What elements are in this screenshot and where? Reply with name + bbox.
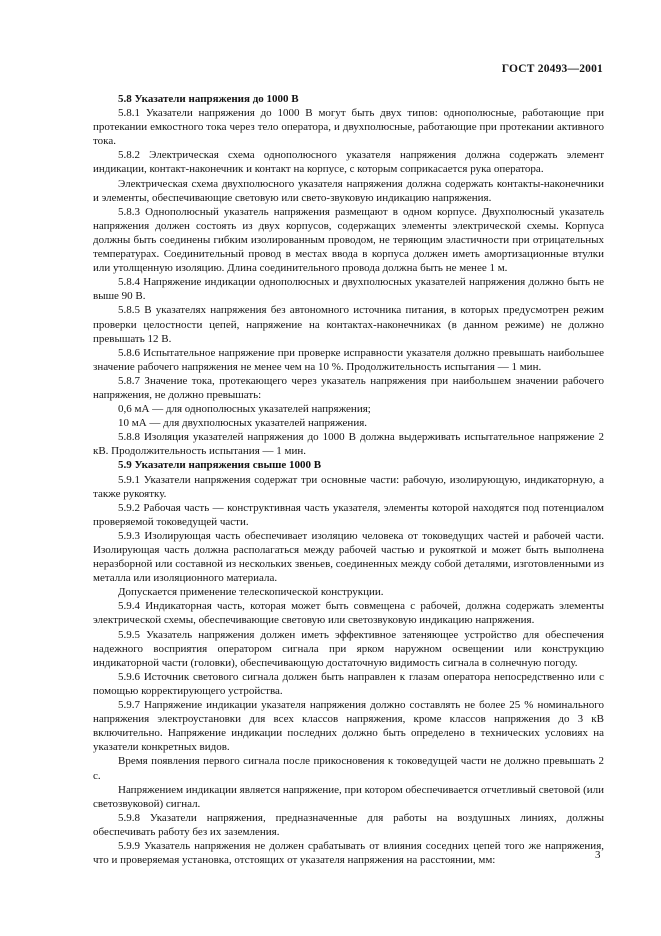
paragraph: Время появления первого сигнала после прикосновения к токоведущей части не должно превышать 2 с. bbox=[93, 755, 604, 782]
paragraph: 5.9.4 Индикаторная часть, которая может быть совмещена с рабочей, должна содержать элементы электрической схемы, обеспечивающие световую или светозвуковую индикацию напряжения. bbox=[93, 600, 604, 627]
paragraph: Напряжением индикации является напряжение, при котором обеспечивается отчетливый световой (или светозвуковой) сигнал. bbox=[93, 783, 604, 810]
paragraph: 5.9.2 Рабочая часть — конструктивная часть указателя, элементы которой находятся под потенциалом проверяемой токоведущей части. bbox=[93, 501, 604, 528]
document-body bbox=[93, 92, 604, 867]
paragraph: 5.9.9 Указатель напряжения не должен срабатывать от влияния соседних цепей того же напряжения, что и проверяемая установка, отстоящих от указателя напряжения на расстоянии, мм: bbox=[93, 839, 604, 867]
paragraph: 5.8.1 Указатели напряжения до 1000 В могут быть двух типов: однополюсные, работающие при протекании емкостного тока через тело оператора, и двухполюсные, работающие при протекании активного тока. bbox=[93, 107, 604, 148]
paragraph: 5.8.5 В указателях напряжения без автономного источника питания, в которых предусмотрен режим проверки целостности цепей, напряжение на контактах-наконечниках (в данном режиме) не должно превышать 12 В. bbox=[93, 304, 604, 345]
paragraph: 5.8.3 Однополюсный указатель напряжения размещают в одном корпусе. Двухполюсный указатель напряжения должен состоять из двух корпусов, содержащих элементы электрической схемы. Корпуса должны быть соединены гибким изолированным проводом, не теряющим эластичности при отрицательных температурах. Соединительный провод в местах ввода в корпуса должен иметь амортизационные втулки или утолщенную изоляцию. Длина соединительного провода должна быть не менее 1 м. bbox=[93, 205, 604, 275]
paragraph: Допускается применение телескопической конструкции. bbox=[118, 586, 384, 599]
list-item: 0,6 мА — для однополюсных указателей напряжения; bbox=[118, 403, 371, 416]
paragraph: 5.9.3 Изолирующая часть обеспечивает изоляцию человека от токоведущих частей и рабочей части. Изолирующая часть должна располагаться между рабочей частью и рукояткой и может быть выполнена неразборной или составной из нескольких звеньев, соединенных между собой деталями, изготовленными из металла или изоляционного материала. bbox=[93, 529, 604, 585]
paragraph: 5.8.7 Значение тока, протекающего через указатель напряжения при наибольшем значении рабочего напряжения, не должно превышать: bbox=[93, 374, 604, 401]
section-heading: 5.9 Указатели напряжения свыше 1000 В bbox=[118, 459, 322, 472]
paragraph: 5.8.6 Испытательное напряжение при проверке исправности указателя должно превышать наибольшее значение рабочего напряжения не менее чем на 10 %. Продолжительность испытания — 1 мин. bbox=[93, 346, 604, 373]
paragraph: 5.8.8 Изоляция указателей напряжения до 1000 В должна выдерживать испытательное напряжение 2 кВ. Продолжительность испытания — 1 мин. bbox=[93, 431, 604, 458]
paragraph: 5.9.7 Напряжение индикации указателя напряжения должно составлять не более 25 % номинального напряжения электроустановки для всех классов напряжения, кроме классов напряжения до 3 кВ включительно. Напряжение индикации последних должно быть определено в технических условиях на указатели конкретных видов. bbox=[93, 699, 604, 754]
paragraph: 5.9.6 Источник светового сигнала должен быть направлен к глазам оператора непосредственно или с помощью корректирующего устройства. bbox=[93, 670, 604, 697]
document-id-header: ГОСТ 20493—2001 bbox=[501, 63, 603, 75]
paragraph: 5.9.1 Указатели напряжения содержат три основные части: рабочую, изолирующую, индикаторную, а также рукоятку. bbox=[93, 473, 604, 500]
list-item: 10 мА — для двухполюсных указателей напряжения. bbox=[118, 417, 368, 430]
paragraph: 5.8.4 Напряжение индикации однополюсных и двухполюсных указателей напряжения должно быть не выше 90 В. bbox=[93, 276, 604, 303]
section-heading: 5.8 Указатели напряжения до 1000 В bbox=[118, 93, 299, 105]
page-number: 3 bbox=[595, 849, 601, 861]
paragraph: 5.8.2 Электрическая схема однополюсного указателя напряжения должна содержать элемент индикации, контакт-наконечник и контакт на корпусе, с которым соприкасается рука оператора. bbox=[93, 149, 604, 176]
paragraph: 5.9.8 Указатели напряжения, предназначенные для работы на воздушных линиях, должны обеспечивать работу без их заземления. bbox=[93, 811, 604, 838]
paragraph: Электрическая схема двухполюсного указателя напряжения должна содержать контакты-наконечники и элементы, обеспечивающие световую или свето-звуковую индикацию напряжения. bbox=[93, 177, 604, 204]
paragraph: 5.9.5 Указатель напряжения должен иметь эффективное затеняющее устройство для обеспечения надежного восприятия оператором сигнала при ярком наружном освещении или конструкцию индикаторной части (головки), обеспечивающую достаточную видимость сигнала в солнечную погоду. bbox=[93, 628, 604, 669]
